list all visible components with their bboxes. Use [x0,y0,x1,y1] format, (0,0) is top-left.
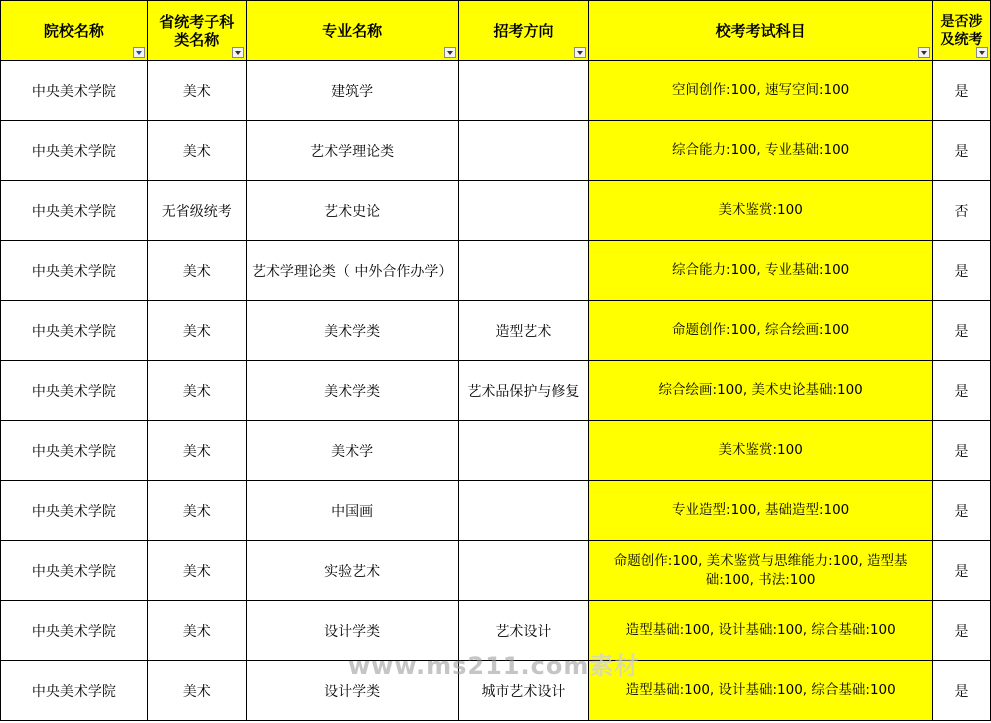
cell-major[interactable]: 美术学 [246,421,458,481]
cell-exam-subjects[interactable]: 美术鉴赏:100 [589,421,933,481]
header-cell-school[interactable] [1,1,148,61]
cell-subject-category[interactable]: 无省级统考 [147,181,246,241]
cell-subject-category[interactable]: 美术 [147,241,246,301]
table-row [1,181,991,241]
cell-subject-category[interactable]: 美术 [147,661,246,721]
table-row [1,61,991,121]
cell-exam-subjects[interactable]: 造型基础:100, 设计基础:100, 综合基础:100 [589,601,933,661]
cell-direction[interactable]: 艺术品保护与修复 [458,361,589,421]
cell-subject-category[interactable]: 美术 [147,541,246,601]
cell-direction[interactable]: 艺术设计 [458,601,589,661]
cell-exam-subjects[interactable]: 综合绘画:100, 美术史论基础:100 [589,361,933,421]
header-label: 招考方向 [493,21,554,40]
cell-school[interactable]: 中央美术学院 [1,361,148,421]
table-row [1,241,991,301]
header-label: 专业名称 [322,21,383,40]
cell-major[interactable]: 艺术学理论类（ 中外合作办学） [246,241,458,301]
cell-exam-subjects[interactable]: 美术鉴赏:100 [589,181,933,241]
cell-school[interactable]: 中央美术学院 [1,481,148,541]
table-row [1,601,991,661]
table-row [1,421,991,481]
cell-school[interactable]: 中央美术学院 [1,541,148,601]
cell-unified-exam[interactable]: 是 [932,661,990,721]
header-label: 院校名称 [43,21,104,40]
filter-dropdown-icon[interactable] [918,47,930,58]
cell-unified-exam[interactable]: 是 [932,421,990,481]
cell-direction[interactable] [458,241,589,301]
cell-exam-subjects[interactable]: 综合能力:100, 专业基础:100 [589,121,933,181]
cell-school[interactable]: 中央美术学院 [1,301,148,361]
cell-major[interactable]: 美术学类 [246,361,458,421]
cell-school[interactable]: 中央美术学院 [1,61,148,121]
cell-exam-subjects[interactable]: 命题创作:100, 综合绘画:100 [589,301,933,361]
table-row [1,361,991,421]
cell-subject-category[interactable]: 美术 [147,121,246,181]
cell-subject-category[interactable]: 美术 [147,301,246,361]
cell-major[interactable]: 中国画 [246,481,458,541]
table-row [1,661,991,721]
watermark-text: www.ms211.com [348,652,590,680]
cell-direction[interactable]: 城市艺术设计 [458,661,589,721]
cell-subject-category[interactable]: 美术 [147,361,246,421]
cell-exam-subjects[interactable]: 造型基础:100, 设计基础:100, 综合基础:100 [589,661,933,721]
cell-direction[interactable] [458,121,589,181]
cell-unified-exam[interactable]: 是 [932,541,990,601]
filter-dropdown-icon[interactable] [232,47,244,58]
watermark-suffix: 素材 [589,652,640,680]
header-cell-direction[interactable] [458,1,589,61]
cell-unified-exam[interactable]: 是 [932,361,990,421]
cell-subject-category[interactable]: 美术 [147,481,246,541]
header-cell-major[interactable] [246,1,458,61]
cell-major[interactable]: 艺术学理论类 [246,121,458,181]
cell-exam-subjects[interactable]: 综合能力:100, 专业基础:100 [589,241,933,301]
table-row [1,541,991,601]
cell-unified-exam[interactable]: 是 [932,601,990,661]
filter-dropdown-icon[interactable] [444,47,456,58]
header-cell-subject-category[interactable] [147,1,246,61]
cell-school[interactable]: 中央美术学院 [1,421,148,481]
cell-school[interactable]: 中央美术学院 [1,121,148,181]
table-body [1,61,991,721]
cell-unified-exam[interactable]: 是 [932,61,990,121]
cell-school[interactable]: 中央美术学院 [1,601,148,661]
header-label: 是否涉及统考 [940,13,983,48]
filter-dropdown-icon[interactable] [976,47,988,58]
cell-major[interactable]: 设计学类 [246,661,458,721]
filter-dropdown-icon[interactable] [574,47,586,58]
cell-subject-category[interactable]: 美术 [147,61,246,121]
cell-school[interactable]: 中央美术学院 [1,661,148,721]
cell-direction[interactable]: 造型艺术 [458,301,589,361]
cell-exam-subjects[interactable]: 命题创作:100, 美术鉴赏与思维能力:100, 造型基础:100, 书法:100 [589,541,933,601]
header-row [1,1,991,61]
table-row [1,301,991,361]
cell-school[interactable]: 中央美术学院 [1,181,148,241]
cell-exam-subjects[interactable]: 专业造型:100, 基础造型:100 [589,481,933,541]
cell-unified-exam[interactable]: 是 [932,481,990,541]
cell-direction[interactable] [458,541,589,601]
header-cell-exam-subjects[interactable] [589,1,933,61]
cell-subject-category[interactable]: 美术 [147,421,246,481]
header-label: 校考考试科目 [715,21,806,40]
header-label: 省统考子科类名称 [159,12,235,49]
cell-major[interactable]: 建筑学 [246,61,458,121]
cell-direction[interactable] [458,481,589,541]
cell-unified-exam[interactable]: 是 [932,301,990,361]
cell-subject-category[interactable]: 美术 [147,601,246,661]
cell-direction[interactable] [458,181,589,241]
cell-unified-exam[interactable]: 是 [932,121,990,181]
cell-school[interactable]: 中央美术学院 [1,241,148,301]
table-row [1,121,991,181]
cell-unified-exam[interactable]: 否 [932,181,990,241]
cell-unified-exam[interactable]: 是 [932,241,990,301]
cell-major[interactable]: 设计学类 [246,601,458,661]
header-cell-unified-exam[interactable] [932,1,990,61]
cell-direction[interactable] [458,421,589,481]
cell-major[interactable]: 美术学类 [246,301,458,361]
cell-exam-subjects[interactable]: 空间创作:100, 速写空间:100 [589,61,933,121]
cell-major[interactable]: 艺术史论 [246,181,458,241]
table-row [1,481,991,541]
cell-direction[interactable] [458,61,589,121]
cell-major[interactable]: 实验艺术 [246,541,458,601]
filter-active-icon[interactable] [133,47,145,58]
